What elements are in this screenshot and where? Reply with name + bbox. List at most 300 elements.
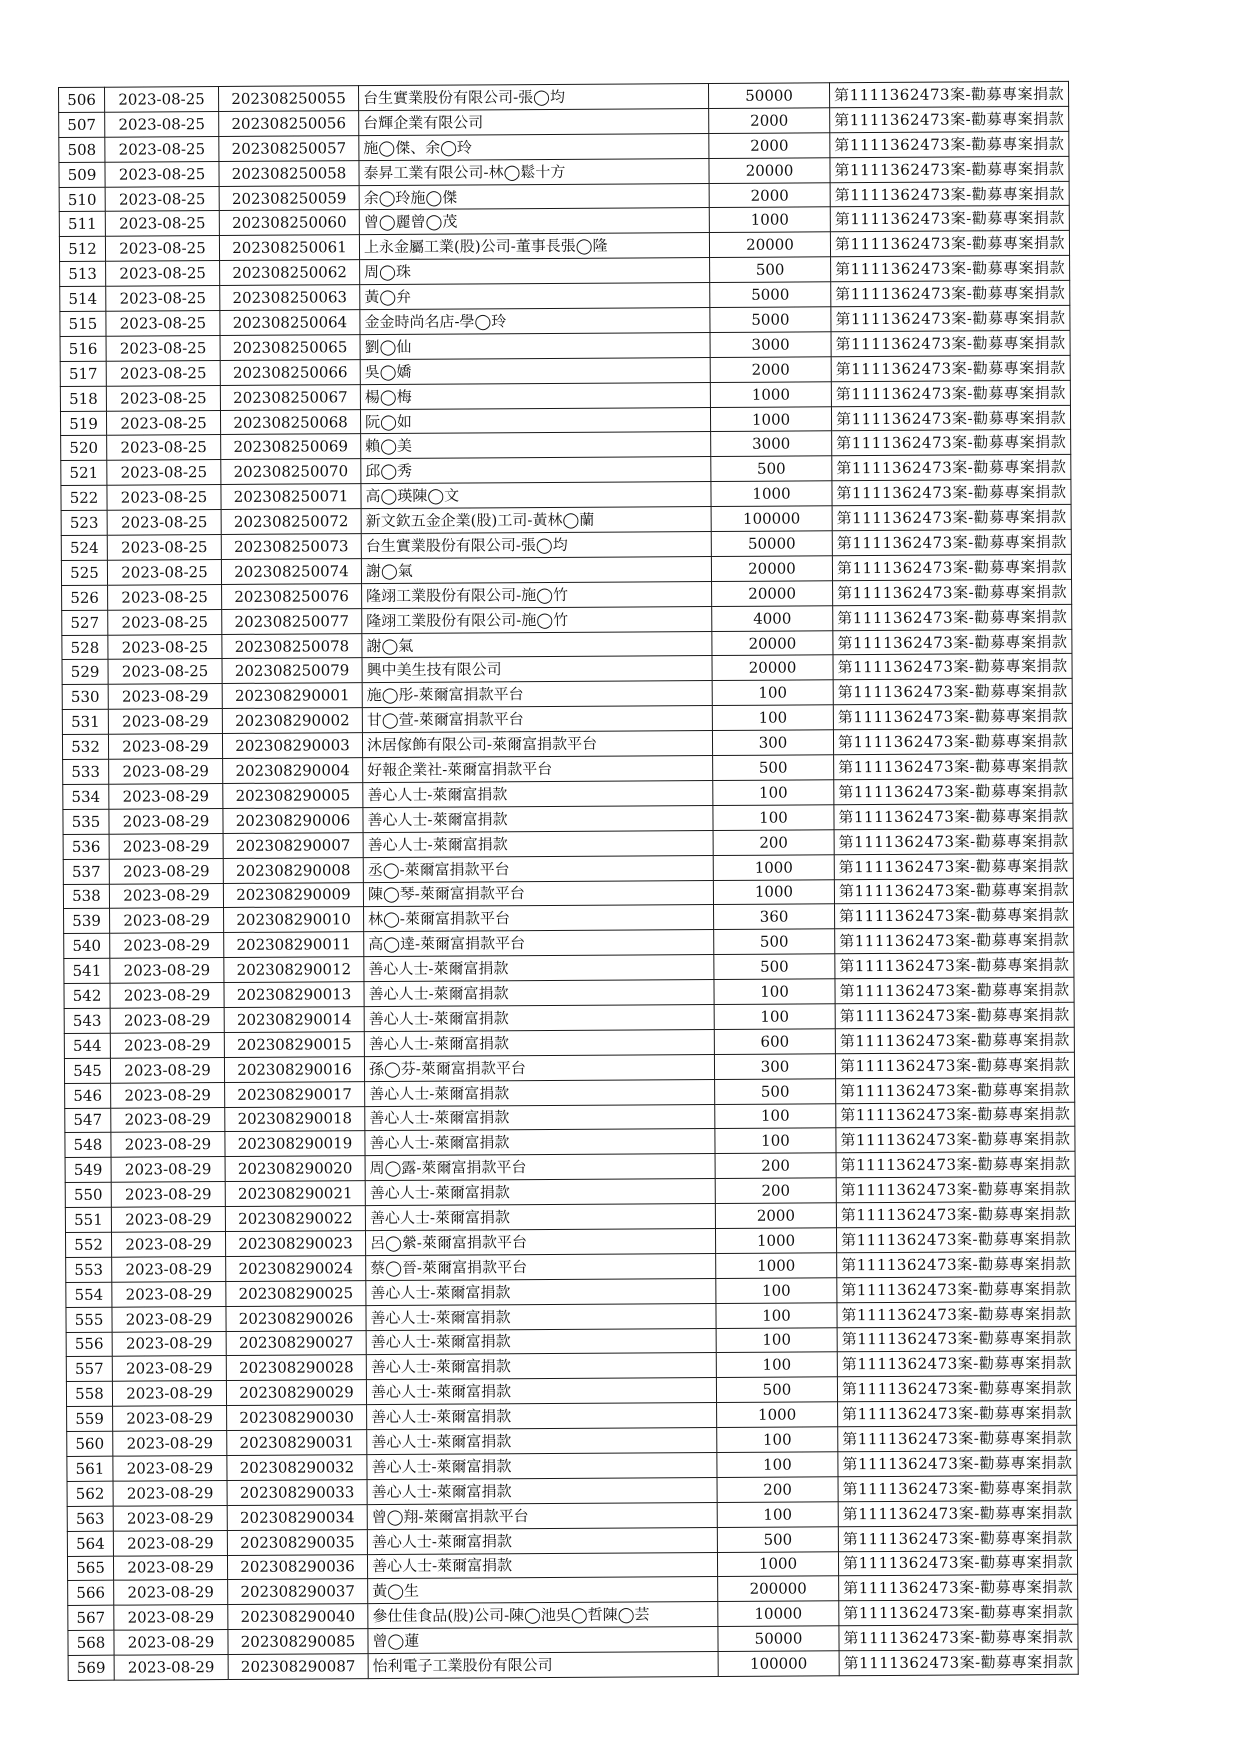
donor-name-cell: 怡利電子工業股份有限公司 bbox=[368, 1652, 718, 1679]
date-cell: 2023-08-29 bbox=[113, 1505, 227, 1531]
receipt-number-cell: 202308290011 bbox=[224, 932, 364, 958]
purpose-cell: 第1111362473案-勸募專案捐款 bbox=[835, 903, 1074, 929]
date-cell: 2023-08-29 bbox=[112, 1381, 226, 1407]
amount-cell: 100 bbox=[717, 1502, 838, 1528]
purpose-cell: 第1111362473案-勸募專案捐款 bbox=[832, 554, 1071, 580]
donor-name-cell: 善心人士-萊爾富捐款 bbox=[364, 1029, 714, 1056]
donor-name-cell: 曾◯翔-萊爾富捐款平台 bbox=[367, 1502, 717, 1529]
row-number-cell: 510 bbox=[59, 187, 105, 212]
purpose-cell: 第1111362473案-勸募專案捐款 bbox=[833, 604, 1072, 630]
row-number-cell: 509 bbox=[59, 162, 105, 187]
receipt-number-cell: 202308250066 bbox=[220, 359, 360, 385]
donor-name-cell: 蔡◯晉-萊爾富捐款平台 bbox=[366, 1253, 716, 1280]
donor-name-cell: 善心人士-萊爾富捐款 bbox=[366, 1353, 716, 1380]
amount-cell: 500 bbox=[711, 456, 832, 482]
date-cell: 2023-08-29 bbox=[112, 1281, 226, 1307]
row-number-cell: 516 bbox=[60, 336, 106, 361]
donor-name-cell: 善心人士-萊爾富捐款 bbox=[365, 1204, 715, 1231]
row-number-cell: 521 bbox=[61, 461, 107, 486]
purpose-cell: 第1111362473案-勸募專案捐款 bbox=[836, 1176, 1075, 1202]
date-cell: 2023-08-29 bbox=[110, 1032, 224, 1058]
date-cell: 2023-08-25 bbox=[107, 485, 221, 511]
amount-cell: 500 bbox=[717, 1526, 838, 1552]
donor-name-cell: 甘◯萱-萊爾富捐款平台 bbox=[362, 706, 712, 733]
date-cell: 2023-08-25 bbox=[106, 385, 220, 411]
date-cell: 2023-08-29 bbox=[110, 933, 224, 959]
donor-name-cell: 呂◯縈-萊爾富捐款平台 bbox=[365, 1228, 715, 1255]
amount-cell: 1000 bbox=[713, 854, 834, 880]
amount-cell: 1000 bbox=[717, 1402, 838, 1428]
purpose-cell: 第1111362473案-勸募專案捐款 bbox=[834, 853, 1073, 879]
amount-cell: 200 bbox=[715, 1153, 836, 1179]
row-number-cell: 520 bbox=[61, 436, 107, 461]
date-cell: 2023-08-25 bbox=[108, 584, 222, 610]
amount-cell: 360 bbox=[714, 904, 835, 930]
date-cell: 2023-08-29 bbox=[114, 1630, 228, 1656]
receipt-number-cell: 202308290016 bbox=[224, 1056, 364, 1082]
amount-cell: 5000 bbox=[710, 307, 831, 333]
amount-cell: 500 bbox=[715, 1078, 836, 1104]
row-number-cell: 561 bbox=[67, 1456, 113, 1481]
donor-name-cell: 善心人士-萊爾富捐款 bbox=[366, 1278, 716, 1305]
purpose-cell: 第1111362473案-勸募專案捐款 bbox=[830, 131, 1069, 157]
receipt-number-cell: 202308290022 bbox=[225, 1206, 365, 1232]
purpose-cell: 第1111362473案-勸募專案捐款 bbox=[832, 504, 1071, 530]
receipt-number-cell: 202308290019 bbox=[225, 1131, 365, 1157]
receipt-number-cell: 202308290004 bbox=[223, 758, 363, 784]
date-cell: 2023-08-25 bbox=[106, 360, 220, 386]
amount-cell: 600 bbox=[714, 1029, 835, 1055]
amount-cell: 200000 bbox=[718, 1576, 839, 1602]
donor-name-cell: 泰昇工業有限公司-林◯鬆十方 bbox=[359, 158, 709, 185]
purpose-cell: 第1111362473案-勸募專案捐款 bbox=[834, 828, 1073, 854]
date-cell: 2023-08-29 bbox=[112, 1331, 226, 1357]
donor-name-cell: 丞◯-萊爾富捐款平台 bbox=[363, 855, 713, 882]
purpose-cell: 第1111362473案-勸募專案捐款 bbox=[832, 480, 1071, 506]
donor-name-cell: 善心人士-萊爾富捐款 bbox=[363, 805, 713, 832]
donor-name-cell: 新文欽五金企業(股)工司-黃林◯蘭 bbox=[361, 507, 711, 534]
row-number-cell: 562 bbox=[67, 1481, 113, 1506]
receipt-number-cell: 202308290031 bbox=[227, 1430, 367, 1456]
row-number-cell: 543 bbox=[64, 1008, 110, 1033]
row-number-cell: 565 bbox=[67, 1556, 113, 1581]
row-number-cell: 538 bbox=[63, 884, 109, 909]
amount-cell: 200 bbox=[713, 829, 834, 855]
donor-name-cell: 高◯瑛陳◯文 bbox=[361, 482, 711, 509]
purpose-cell: 第1111362473案-勸募專案捐款 bbox=[839, 1600, 1078, 1626]
receipt-number-cell: 202308290017 bbox=[225, 1081, 365, 1107]
donor-name-cell: 善心人士-萊爾富捐款 bbox=[363, 780, 713, 807]
amount-cell: 50000 bbox=[718, 1626, 839, 1652]
date-cell: 2023-08-29 bbox=[109, 858, 223, 884]
receipt-number-cell: 202308250078 bbox=[222, 633, 362, 659]
date-cell: 2023-08-25 bbox=[106, 410, 220, 436]
donor-name-cell: 高◯達-萊爾富捐款平台 bbox=[364, 930, 714, 957]
purpose-cell: 第1111362473案-勸募專案捐款 bbox=[835, 952, 1074, 978]
receipt-number-cell: 202308250068 bbox=[220, 409, 360, 435]
date-cell: 2023-08-25 bbox=[106, 335, 220, 361]
row-number-cell: 545 bbox=[64, 1058, 110, 1083]
purpose-cell: 第1111362473案-勸募專案捐款 bbox=[838, 1525, 1077, 1551]
row-number-cell: 508 bbox=[59, 137, 105, 162]
amount-cell: 100 bbox=[715, 1128, 836, 1154]
receipt-number-cell: 202308290085 bbox=[228, 1629, 368, 1655]
amount-cell: 2000 bbox=[709, 108, 830, 134]
receipt-number-cell: 202308290010 bbox=[224, 907, 364, 933]
row-number-cell: 526 bbox=[62, 585, 108, 610]
date-cell: 2023-08-25 bbox=[108, 659, 222, 685]
donor-name-cell: 陳◯琴-萊爾富捐款平台 bbox=[363, 880, 713, 907]
date-cell: 2023-08-29 bbox=[111, 1107, 225, 1133]
donation-table bbox=[58, 81, 1079, 1681]
row-number-cell: 534 bbox=[63, 784, 109, 809]
donor-name-cell: 好報企業社-萊爾富捐款平台 bbox=[363, 756, 713, 783]
amount-cell: 20000 bbox=[709, 157, 830, 183]
purpose-cell: 第1111362473案-勸募專案捐款 bbox=[838, 1500, 1077, 1526]
receipt-number-cell: 202308290021 bbox=[225, 1181, 365, 1207]
row-number-cell: 542 bbox=[64, 983, 110, 1008]
donor-name-cell: 余◯玲施◯傑 bbox=[359, 183, 709, 210]
row-number-cell: 513 bbox=[60, 261, 106, 286]
row-number-cell: 567 bbox=[68, 1606, 114, 1631]
receipt-number-cell: 202308250055 bbox=[219, 86, 359, 112]
donor-name-cell: 參仕佳食品(股)公司-陳◯池吳◯哲陳◯芸 bbox=[368, 1602, 718, 1629]
date-cell: 2023-08-29 bbox=[111, 1182, 225, 1208]
purpose-cell: 第1111362473案-勸募專案捐款 bbox=[837, 1351, 1076, 1377]
date-cell: 2023-08-29 bbox=[109, 783, 223, 809]
amount-cell: 50000 bbox=[708, 83, 829, 109]
purpose-cell: 第1111362473案-勸募專案捐款 bbox=[834, 878, 1073, 904]
donor-name-cell: 善心人士-萊爾富捐款 bbox=[363, 830, 713, 857]
purpose-cell: 第1111362473案-勸募專案捐款 bbox=[831, 405, 1070, 431]
receipt-number-cell: 202308250073 bbox=[221, 534, 361, 560]
date-cell: 2023-08-29 bbox=[109, 833, 223, 859]
purpose-cell: 第1111362473案-勸募專案捐款 bbox=[831, 256, 1070, 282]
receipt-number-cell: 202308250062 bbox=[220, 260, 360, 286]
purpose-cell: 第1111362473案-勸募專案捐款 bbox=[835, 928, 1074, 954]
row-number-cell: 547 bbox=[65, 1108, 111, 1133]
amount-cell: 20000 bbox=[709, 232, 830, 258]
purpose-cell: 第1111362473案-勸募專案捐款 bbox=[831, 330, 1070, 356]
donor-name-cell: 孫◯芬-萊爾富捐款平台 bbox=[364, 1054, 714, 1081]
purpose-cell: 第1111362473案-勸募專案捐款 bbox=[832, 430, 1071, 456]
donor-name-cell: 台輝企業有限公司 bbox=[359, 108, 709, 135]
row-number-cell: 566 bbox=[68, 1581, 114, 1606]
amount-cell: 2000 bbox=[710, 357, 831, 383]
date-cell: 2023-08-29 bbox=[113, 1406, 227, 1432]
donor-name-cell: 善心人士-萊爾富捐款 bbox=[366, 1328, 716, 1355]
purpose-cell: 第1111362473案-勸募專案捐款 bbox=[831, 380, 1070, 406]
date-cell: 2023-08-29 bbox=[110, 983, 224, 1009]
amount-cell: 100 bbox=[717, 1427, 838, 1453]
purpose-cell: 第1111362473案-勸募專案捐款 bbox=[833, 579, 1072, 605]
purpose-cell: 第1111362473案-勸募專案捐款 bbox=[837, 1251, 1076, 1277]
donor-name-cell: 邱◯秀 bbox=[361, 457, 711, 484]
purpose-cell: 第1111362473案-勸募專案捐款 bbox=[830, 231, 1069, 257]
amount-cell: 100000 bbox=[711, 506, 832, 532]
donor-name-cell: 曾◯蓮 bbox=[368, 1627, 718, 1654]
date-cell: 2023-08-29 bbox=[114, 1580, 228, 1606]
receipt-number-cell: 202308290036 bbox=[227, 1554, 367, 1580]
purpose-cell: 第1111362473案-勸募專案捐款 bbox=[833, 679, 1072, 705]
donor-name-cell: 謝◯氣 bbox=[362, 631, 712, 658]
row-number-cell: 522 bbox=[61, 485, 107, 510]
donor-name-cell: 善心人士-萊爾富捐款 bbox=[367, 1477, 717, 1504]
purpose-cell: 第1111362473案-勸募專案捐款 bbox=[830, 156, 1069, 182]
row-number-cell: 554 bbox=[66, 1282, 112, 1307]
donor-name-cell: 施◯傑、余◯玲 bbox=[359, 133, 709, 160]
amount-cell: 1000 bbox=[716, 1253, 837, 1279]
row-number-cell: 532 bbox=[62, 734, 108, 759]
row-number-cell: 569 bbox=[68, 1655, 114, 1680]
date-cell: 2023-08-29 bbox=[113, 1431, 227, 1457]
row-number-cell: 551 bbox=[65, 1207, 111, 1232]
row-number-cell: 527 bbox=[62, 610, 108, 635]
purpose-cell: 第1111362473案-勸募專案捐款 bbox=[835, 1052, 1074, 1078]
row-number-cell: 518 bbox=[60, 386, 106, 411]
row-number-cell: 514 bbox=[60, 286, 106, 311]
donation-table-body bbox=[59, 81, 1079, 1680]
amount-cell: 100 bbox=[713, 805, 834, 831]
row-number-cell: 555 bbox=[66, 1307, 112, 1332]
donor-name-cell: 林◯-萊爾富捐款平台 bbox=[364, 905, 714, 932]
receipt-number-cell: 202308250074 bbox=[221, 559, 361, 585]
donor-name-cell: 善心人士-萊爾富捐款 bbox=[365, 1104, 715, 1131]
row-number-cell: 549 bbox=[65, 1157, 111, 1182]
receipt-number-cell: 202308290025 bbox=[226, 1280, 366, 1306]
purpose-cell: 第1111362473案-勸募專案捐款 bbox=[839, 1625, 1078, 1651]
receipt-number-cell: 202308250071 bbox=[221, 484, 361, 510]
purpose-cell: 第1111362473案-勸募專案捐款 bbox=[830, 181, 1069, 207]
amount-cell: 500 bbox=[713, 755, 834, 781]
donor-name-cell: 隆翊工業股份有限公司-施◯竹 bbox=[362, 581, 712, 608]
amount-cell: 1000 bbox=[711, 481, 832, 507]
receipt-number-cell: 202308290035 bbox=[227, 1529, 367, 1555]
row-number-cell: 560 bbox=[67, 1431, 113, 1456]
receipt-number-cell: 202308290002 bbox=[222, 708, 362, 734]
purpose-cell: 第1111362473案-勸募專案捐款 bbox=[831, 280, 1070, 306]
date-cell: 2023-08-29 bbox=[111, 1231, 225, 1257]
amount-cell: 2000 bbox=[709, 182, 830, 208]
date-cell: 2023-08-29 bbox=[111, 1132, 225, 1158]
receipt-number-cell: 202308290001 bbox=[222, 683, 362, 709]
receipt-number-cell: 202308290008 bbox=[223, 857, 363, 883]
receipt-number-cell: 202308290018 bbox=[225, 1106, 365, 1132]
row-number-cell: 535 bbox=[63, 809, 109, 834]
row-number-cell: 546 bbox=[65, 1083, 111, 1108]
receipt-number-cell: 202308290012 bbox=[224, 957, 364, 983]
donor-name-cell: 吳◯嬌 bbox=[360, 357, 710, 384]
receipt-number-cell: 202308290013 bbox=[224, 982, 364, 1008]
amount-cell: 1000 bbox=[710, 381, 831, 407]
purpose-cell: 第1111362473案-勸募專案捐款 bbox=[836, 1102, 1075, 1128]
purpose-cell: 第1111362473案-勸募專案捐款 bbox=[836, 1077, 1075, 1103]
amount-cell: 1000 bbox=[715, 1228, 836, 1254]
donor-name-cell: 曾◯麗曾◯茂 bbox=[359, 208, 709, 235]
receipt-number-cell: 202308290037 bbox=[228, 1579, 368, 1605]
receipt-number-cell: 202308250072 bbox=[221, 509, 361, 535]
amount-cell: 20000 bbox=[712, 655, 833, 681]
donor-name-cell: 隆翊工業股份有限公司-施◯竹 bbox=[362, 606, 712, 633]
amount-cell: 1000 bbox=[709, 207, 830, 233]
amount-cell: 500 bbox=[710, 257, 831, 283]
row-number-cell: 544 bbox=[64, 1033, 110, 1058]
donor-name-cell: 劉◯仙 bbox=[360, 332, 710, 359]
date-cell: 2023-08-29 bbox=[113, 1530, 227, 1556]
donor-name-cell: 善心人士-萊爾富捐款 bbox=[367, 1428, 717, 1455]
purpose-cell: 第1111362473案-勸募專案捐款 bbox=[833, 654, 1072, 680]
row-number-cell: 564 bbox=[67, 1531, 113, 1556]
date-cell: 2023-08-25 bbox=[108, 609, 222, 635]
row-number-cell: 541 bbox=[64, 958, 110, 983]
date-cell: 2023-08-29 bbox=[112, 1306, 226, 1332]
purpose-cell: 第1111362473案-勸募專案捐款 bbox=[838, 1475, 1077, 1501]
purpose-cell: 第1111362473案-勸募專案捐款 bbox=[832, 455, 1071, 481]
row-number-cell: 557 bbox=[66, 1357, 112, 1382]
date-cell: 2023-08-29 bbox=[113, 1455, 227, 1481]
row-number-cell: 540 bbox=[64, 933, 110, 958]
donor-name-cell: 善心人士-萊爾富捐款 bbox=[367, 1552, 717, 1579]
donor-name-cell: 賴◯美 bbox=[361, 432, 711, 459]
purpose-cell: 第1111362473案-勸募專案捐款 bbox=[832, 529, 1071, 555]
row-number-cell: 517 bbox=[60, 361, 106, 386]
amount-cell: 100 bbox=[715, 1103, 836, 1129]
receipt-number-cell: 202308290033 bbox=[227, 1480, 367, 1506]
amount-cell: 500 bbox=[714, 929, 835, 955]
donor-name-cell: 善心人士-萊爾富捐款 bbox=[364, 1004, 714, 1031]
purpose-cell: 第1111362473案-勸募專案捐款 bbox=[839, 1575, 1078, 1601]
receipt-number-cell: 202308250069 bbox=[221, 434, 361, 460]
row-number-cell: 563 bbox=[67, 1506, 113, 1531]
amount-cell: 2000 bbox=[715, 1203, 836, 1229]
purpose-cell: 第1111362473案-勸募專案捐款 bbox=[833, 728, 1072, 754]
date-cell: 2023-08-25 bbox=[105, 87, 219, 113]
receipt-number-cell: 202308250067 bbox=[220, 384, 360, 410]
receipt-number-cell: 202308290034 bbox=[227, 1504, 367, 1530]
amount-cell: 100 bbox=[712, 680, 833, 706]
purpose-cell: 第1111362473案-勸募專案捐款 bbox=[837, 1301, 1076, 1327]
row-number-cell: 531 bbox=[62, 709, 108, 734]
receipt-number-cell: 202308290015 bbox=[224, 1031, 364, 1057]
row-number-cell: 556 bbox=[66, 1332, 112, 1357]
purpose-cell: 第1111362473案-勸募專案捐款 bbox=[834, 778, 1073, 804]
purpose-cell: 第1111362473案-勸募專案捐款 bbox=[836, 1201, 1075, 1227]
date-cell: 2023-08-25 bbox=[105, 186, 219, 212]
date-cell: 2023-08-29 bbox=[109, 883, 223, 909]
amount-cell: 300 bbox=[714, 1054, 835, 1080]
amount-cell: 100 bbox=[714, 1004, 835, 1030]
row-number-cell: 506 bbox=[59, 87, 105, 112]
amount-cell: 500 bbox=[714, 954, 835, 980]
row-number-cell: 558 bbox=[66, 1382, 112, 1407]
date-cell: 2023-08-29 bbox=[112, 1356, 226, 1382]
donor-name-cell: 善心人士-萊爾富捐款 bbox=[365, 1079, 715, 1106]
date-cell: 2023-08-25 bbox=[107, 460, 221, 486]
donor-name-cell: 周◯露-萊爾富捐款平台 bbox=[365, 1154, 715, 1181]
amount-cell: 100 bbox=[713, 780, 834, 806]
row-number-cell: 515 bbox=[60, 311, 106, 336]
amount-cell: 1000 bbox=[713, 879, 834, 905]
row-number-cell: 529 bbox=[62, 660, 108, 685]
row-number-cell: 512 bbox=[59, 237, 105, 262]
date-cell: 2023-08-29 bbox=[114, 1605, 228, 1631]
purpose-cell: 第1111362473案-勸募專案捐款 bbox=[834, 803, 1073, 829]
table-row bbox=[68, 1649, 1078, 1680]
date-cell: 2023-08-29 bbox=[110, 908, 224, 934]
donor-name-cell: 善心人士-萊爾富捐款 bbox=[367, 1403, 717, 1430]
receipt-number-cell: 202308290027 bbox=[226, 1330, 366, 1356]
receipt-number-cell: 202308250056 bbox=[219, 111, 359, 137]
purpose-cell: 第1111362473案-勸募專案捐款 bbox=[835, 1002, 1074, 1028]
receipt-number-cell: 202308290003 bbox=[222, 733, 362, 759]
receipt-number-cell: 202308250060 bbox=[219, 210, 359, 236]
date-cell: 2023-08-29 bbox=[111, 1207, 225, 1233]
purpose-cell: 第1111362473案-勸募專案捐款 bbox=[837, 1276, 1076, 1302]
row-number-cell: 537 bbox=[63, 859, 109, 884]
receipt-number-cell: 202308250070 bbox=[221, 459, 361, 485]
purpose-cell: 第1111362473案-勸募專案捐款 bbox=[836, 1152, 1075, 1178]
date-cell: 2023-08-25 bbox=[106, 311, 220, 337]
donor-name-cell: 台生實業股份有限公司-張◯均 bbox=[358, 84, 708, 111]
amount-cell: 100 bbox=[716, 1302, 837, 1328]
date-cell: 2023-08-25 bbox=[105, 236, 219, 262]
purpose-cell: 第1111362473案-勸募專案捐款 bbox=[829, 81, 1068, 107]
date-cell: 2023-08-29 bbox=[108, 709, 222, 735]
amount-cell: 500 bbox=[716, 1377, 837, 1403]
amount-cell: 50000 bbox=[711, 531, 832, 557]
receipt-number-cell: 202308250064 bbox=[220, 310, 360, 336]
amount-cell: 20000 bbox=[712, 630, 833, 656]
purpose-cell: 第1111362473案-勸募專案捐款 bbox=[836, 1127, 1075, 1153]
date-cell: 2023-08-29 bbox=[109, 808, 223, 834]
amount-cell: 300 bbox=[712, 730, 833, 756]
receipt-number-cell: 202308290007 bbox=[223, 832, 363, 858]
row-number-cell: 530 bbox=[62, 685, 108, 710]
date-cell: 2023-08-25 bbox=[107, 510, 221, 536]
donor-name-cell: 善心人士-萊爾富捐款 bbox=[367, 1527, 717, 1554]
donor-name-cell: 沐居傢飾有限公司-萊爾富捐款平台 bbox=[362, 731, 712, 758]
date-cell: 2023-08-25 bbox=[106, 261, 220, 287]
receipt-number-cell: 202308290005 bbox=[223, 783, 363, 809]
row-number-cell: 552 bbox=[65, 1232, 111, 1257]
receipt-number-cell: 202308250058 bbox=[219, 160, 359, 186]
receipt-number-cell: 202308290014 bbox=[224, 1007, 364, 1033]
date-cell: 2023-08-29 bbox=[110, 1057, 224, 1083]
receipt-number-cell: 202308290024 bbox=[226, 1256, 366, 1282]
purpose-cell: 第1111362473案-勸募專案捐款 bbox=[838, 1401, 1077, 1427]
amount-cell: 100 bbox=[712, 705, 833, 731]
purpose-cell: 第1111362473案-勸募專案捐款 bbox=[836, 1226, 1075, 1252]
donor-name-cell: 上永金屬工業(股)公司-董事長張◯隆 bbox=[359, 233, 709, 260]
donor-name-cell: 周◯珠 bbox=[360, 258, 710, 285]
row-number-cell: 553 bbox=[66, 1257, 112, 1282]
receipt-number-cell: 202308290032 bbox=[227, 1455, 367, 1481]
row-number-cell: 528 bbox=[62, 635, 108, 660]
purpose-cell: 第1111362473案-勸募專案捐款 bbox=[833, 629, 1072, 655]
donor-name-cell: 善心人士-萊爾富捐款 bbox=[365, 1129, 715, 1156]
amount-cell: 100 bbox=[716, 1352, 837, 1378]
purpose-cell: 第1111362473案-勸募專案捐款 bbox=[838, 1450, 1077, 1476]
date-cell: 2023-08-29 bbox=[111, 1082, 225, 1108]
row-number-cell: 511 bbox=[59, 212, 105, 237]
receipt-number-cell: 202308290028 bbox=[226, 1355, 366, 1381]
date-cell: 2023-08-29 bbox=[114, 1655, 228, 1681]
row-number-cell: 539 bbox=[64, 909, 110, 934]
date-cell: 2023-08-29 bbox=[111, 1157, 225, 1183]
purpose-cell: 第1111362473案-勸募專案捐款 bbox=[837, 1326, 1076, 1352]
row-number-cell: 533 bbox=[63, 759, 109, 784]
donor-name-cell: 楊◯梅 bbox=[360, 382, 710, 409]
